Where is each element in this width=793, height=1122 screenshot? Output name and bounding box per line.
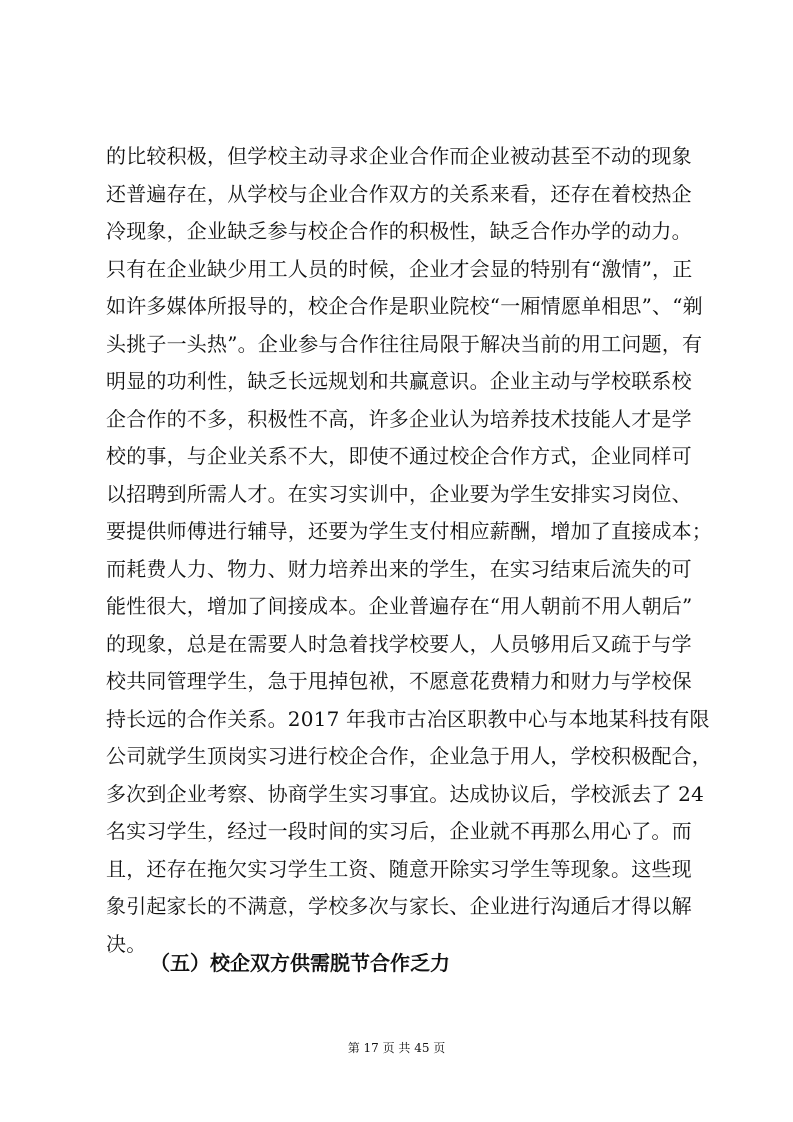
- paragraph-line: 还普遍存在，从学校与企业合作双方的关系来看，还存在着校热企: [106, 181, 692, 206]
- paragraph-line: 决。: [106, 931, 147, 956]
- paragraph-line: 以招聘到所需人才。在实习实训中，企业要为学生安排实习岗位、: [106, 481, 692, 506]
- paragraph-line: 且，还存在拖欠实习学生工资、随意开除实习学生等现象。这些现: [106, 856, 692, 881]
- paragraph-line: 冷现象，企业缺乏参与校企合作的积极性，缺乏合作办学的动力。: [106, 219, 692, 243]
- section-heading: （五）校企双方供需脱节合作乏力: [150, 951, 450, 975]
- paragraph-line: 要提供师傅进行辅导，还要为学生支付相应薪酬，增加了直接成本；: [106, 519, 712, 543]
- paragraph-line: 企合作的不多，积极性不高，许多企业认为培养技术技能人才是学: [106, 406, 692, 431]
- paragraph-line: 校共同管理学生，急于甩掉包袱，不愿意花费精力和财力与学校保: [106, 669, 692, 693]
- paragraph-line: 校的事，与企业关系不大，即使不通过校企合作方式，企业同样可: [106, 444, 692, 468]
- paragraph-line: 而耗费人力、物力、财力培养出来的学生，在实习结束后流失的可: [106, 556, 692, 581]
- paragraph-line: 明显的功利性，缺乏长远规划和共赢意识。企业主动与学校联系校: [106, 369, 692, 393]
- body-paragraph: [106, 138, 712, 963]
- paragraph-line: 的现象，总是在需要人时急着找学校要人，人员够用后又疏于与学: [106, 631, 692, 656]
- paragraph-line: 只有在企业缺少用工人员的时候，企业才会显的特别有“激情”，正: [106, 256, 693, 281]
- paragraph-line: 头挑子一头热”。企业参与合作往往局限于解决当前的用工问题，有: [106, 331, 703, 356]
- paragraph-line: 如许多媒体所报导的，校企合作是职业院校“一厢情愿单相思”、“剃: [106, 294, 703, 318]
- paragraph-line: 象引起家长的不满意，学校多次与家长、企业进行沟通后才得以解: [106, 894, 692, 918]
- paragraph-line: 的比较积极，但学校主动寻求企业合作而企业被动甚至不动的现象: [106, 144, 692, 168]
- paragraph-line: 多次到企业考察、协商学生实习事宜。达成协议后，学校派去了 24: [106, 781, 705, 806]
- paragraph-line: 公司就学生顶岗实习进行校企合作，企业急于用人，学校积极配合，: [106, 744, 712, 768]
- page-number-footer: 第 17 页 共 45 页: [347, 1041, 446, 1055]
- paragraph-line: 名实习学生，经过一段时间的实习后，企业就不再那么用心了。而: [106, 819, 692, 843]
- paragraph-line: 持长远的合作关系。2017 年我市古冶区职教中心与本地某科技有限: [106, 706, 710, 731]
- paragraph-line: 能性很大，增加了间接成本。企业普遍存在“用人朝前不用人朝后”: [106, 594, 693, 618]
